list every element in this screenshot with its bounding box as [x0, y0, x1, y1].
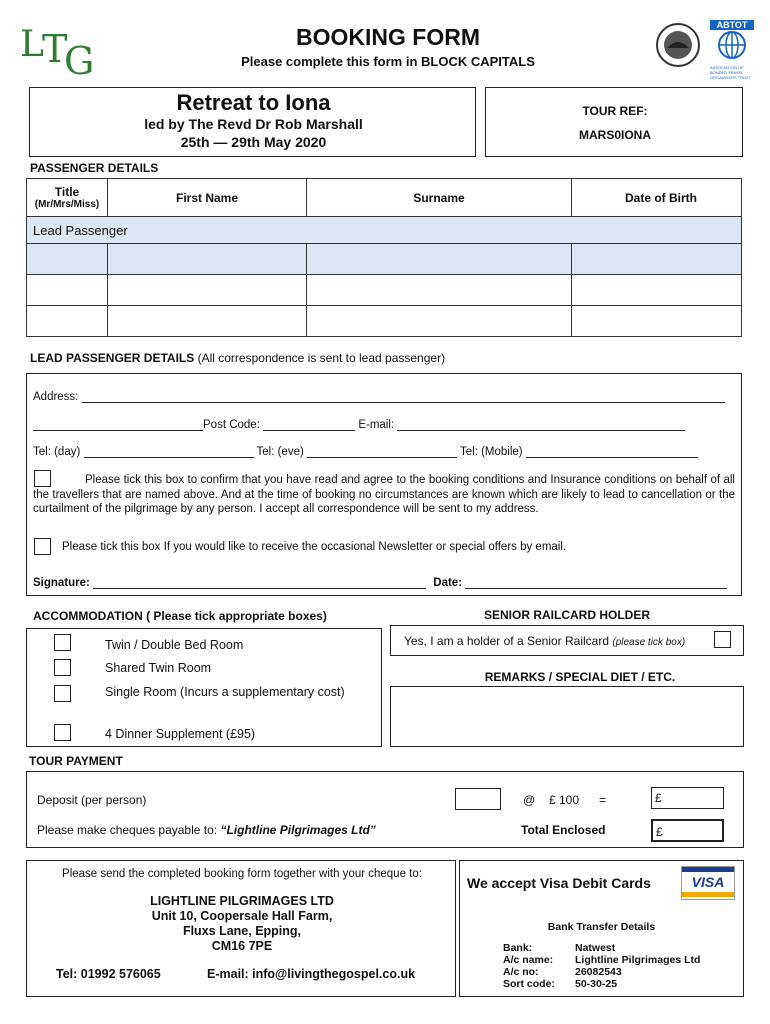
send-intro: Please send the completed booking form together with your cheque to:	[62, 868, 422, 880]
railcard-title: SENIOR RAILCARD HOLDER	[483, 608, 650, 622]
tour-name: Retreat to Iona	[176, 90, 331, 115]
surname-cell[interactable]	[307, 244, 572, 275]
lead-passenger-label: Lead Passenger	[27, 217, 742, 244]
lead-details-box	[26, 373, 742, 596]
surname-cell[interactable]	[307, 306, 572, 337]
ltg-logo	[18, 22, 96, 77]
tel-mobile-label: Tel: (Mobile)	[460, 446, 523, 458]
postcode-field[interactable]	[263, 419, 355, 431]
company-address-1: Unit 10, Coopersale Hall Farm,	[151, 909, 333, 923]
table-row	[27, 275, 742, 306]
transfer-title: Bank Transfer Details	[547, 921, 656, 933]
total-enclosed-field[interactable]: £	[651, 819, 724, 842]
dinner-supplement-label: 4 Dinner Supplement (£95)	[105, 727, 256, 741]
table-row	[27, 306, 742, 337]
address-field[interactable]	[82, 391, 725, 403]
dob-cell[interactable]	[572, 275, 742, 306]
bank-label: Bank:	[503, 942, 533, 954]
abtot-badge: ABTOT ASSOCIATION OF BONDED TRAVEL ORGANISERS TRUST	[710, 20, 754, 72]
col-title: Title (Mr/Mrs/Miss)	[27, 179, 108, 217]
deposit-label: Deposit (per person)	[37, 793, 147, 807]
signature-row	[33, 577, 727, 589]
address-label: Address:	[33, 391, 79, 403]
newsletter-text: Please tick this box If you would like to receive the occasional Newsletter or special offers by email.	[62, 541, 567, 553]
payment-title: TOUR PAYMENT	[29, 754, 123, 768]
dob-cell[interactable]	[572, 306, 742, 337]
visa-logo: VISA	[681, 866, 735, 900]
bank-details-box	[459, 860, 744, 997]
remarks-title: REMARKS / SPECIAL DIET / ETC.	[484, 670, 676, 684]
shared-twin-label: Shared Twin Room	[105, 661, 212, 675]
postcode-email-row	[33, 419, 685, 431]
tour-info-box	[29, 87, 476, 157]
at-sign: @	[523, 793, 536, 807]
railcard-box	[390, 625, 744, 656]
col-dob: Date of Birth	[572, 179, 742, 217]
twin-double-checkbox[interactable]	[54, 634, 71, 651]
twin-double-label: Twin / Double Bed Room	[105, 638, 244, 652]
single-room-label: Single Room (Incurs a supplementary cost)	[105, 685, 345, 699]
date-label: Date:	[433, 577, 463, 589]
first-name-cell[interactable]	[108, 275, 307, 306]
address-field-2[interactable]	[33, 419, 203, 431]
table-row	[27, 244, 742, 275]
email-field[interactable]	[397, 419, 685, 431]
acno-label: A/c no:	[503, 966, 539, 978]
date-field[interactable]	[465, 577, 727, 589]
bank-value: Natwest	[575, 942, 616, 954]
company-tel: Tel: 01992 576065	[56, 967, 161, 981]
sortcode-label: Sort code:	[503, 978, 555, 990]
send-address-box	[26, 860, 456, 997]
first-name-cell[interactable]	[108, 306, 307, 337]
conditions-text: Please tick this box to confirm that you have read and agree to the booking conditions and Insurance conditions on behalf of all the travellers that are named above. And at the time of booking no circumstances are known which are likely to lead to cancellation or the curtailment of the pilgrimage by any person. I accept all correspondence will be sent to my address.	[33, 474, 735, 515]
passenger-table	[26, 178, 742, 337]
tel-mobile-field[interactable]	[526, 446, 698, 458]
lead-section-heading: LEAD PASSENGER DETAILS (All correspondence is sent to lead passenger)	[30, 351, 446, 365]
total-enclosed-label: Total Enclosed	[521, 823, 606, 837]
equals-sign: =	[599, 793, 607, 807]
acname-value: Lightline Pilgrimages Ltd	[575, 954, 701, 966]
title-cell[interactable]	[27, 275, 108, 306]
postcode-label: Post Code:	[203, 419, 260, 431]
svg-text:L: L	[20, 24, 44, 65]
seal-logo	[655, 22, 701, 68]
signature-label: Signature:	[33, 577, 90, 589]
tel-eve-field[interactable]	[307, 446, 457, 458]
visa-title: We accept Visa Debit Cards	[467, 875, 651, 891]
cheques-note: Please make cheques payable to: “Lightline Pilgrimages Ltd”	[37, 823, 376, 837]
address-row	[33, 391, 725, 403]
railcard-text: Yes, I am a holder of a Senior Railcard (please tick box)	[404, 634, 686, 648]
tour-ref-label: TOUR REF:	[582, 104, 648, 118]
railcard-checkbox[interactable]	[714, 631, 731, 648]
tel-day-field[interactable]	[84, 446, 254, 458]
bank-values	[575, 942, 700, 990]
tour-ref-box	[485, 87, 743, 157]
tour-leader: led by The Revd Dr Rob Marshall	[144, 116, 363, 132]
dinner-supplement-checkbox[interactable]	[54, 724, 71, 741]
deposit-count-field[interactable]	[455, 788, 501, 810]
company-address-2: Fluxs Lane, Epping,	[182, 924, 302, 938]
passenger-section-title: PASSENGER DETAILS	[30, 161, 159, 175]
form-title: BOOKING FORM	[296, 24, 480, 50]
deposit-total-field[interactable]: £	[651, 787, 724, 809]
remarks-box[interactable]	[390, 686, 744, 747]
deposit-amount: £ 100	[549, 793, 580, 807]
tel-eve-label: Tel: (eve)	[256, 446, 304, 458]
shared-twin-checkbox[interactable]	[54, 659, 71, 676]
bank-labels	[503, 942, 555, 990]
svg-text:T: T	[42, 27, 68, 71]
signature-field[interactable]	[93, 577, 426, 589]
acno-value: 26082543	[575, 966, 622, 978]
svg-text:G: G	[64, 39, 95, 77]
newsletter-checkbox[interactable]	[34, 538, 51, 555]
tour-ref-value: MARS0IONA	[578, 128, 651, 142]
first-name-cell[interactable]	[108, 244, 307, 275]
payment-box	[26, 771, 744, 848]
company-name: LIGHTLINE PILGRIMAGES LTD	[150, 894, 334, 908]
surname-cell[interactable]	[307, 275, 572, 306]
tour-dates: 25th — 29th May 2020	[180, 134, 327, 150]
accommodation-title: ACCOMMODATION ( Please tick appropriate boxes)	[33, 609, 327, 623]
form-subtitle: Please complete this form in BLOCK CAPITALS	[241, 54, 535, 69]
email-label: E-mail:	[358, 419, 395, 431]
tel-day-label: Tel: (day)	[33, 446, 81, 458]
company-email: E-mail: info@livingthegospel.co.uk	[207, 967, 416, 981]
dob-cell[interactable]	[572, 244, 742, 275]
tel-row	[33, 446, 698, 458]
acname-label: A/c name:	[503, 954, 554, 966]
col-surname: Surname	[307, 179, 572, 217]
title-cell[interactable]	[27, 244, 108, 275]
col-first-name: First Name	[108, 179, 307, 217]
company-postcode: CM16 7PE	[211, 939, 273, 953]
sortcode-value: 50-30-25	[575, 978, 618, 990]
title-cell[interactable]	[27, 306, 108, 337]
single-room-checkbox[interactable]	[54, 685, 71, 702]
